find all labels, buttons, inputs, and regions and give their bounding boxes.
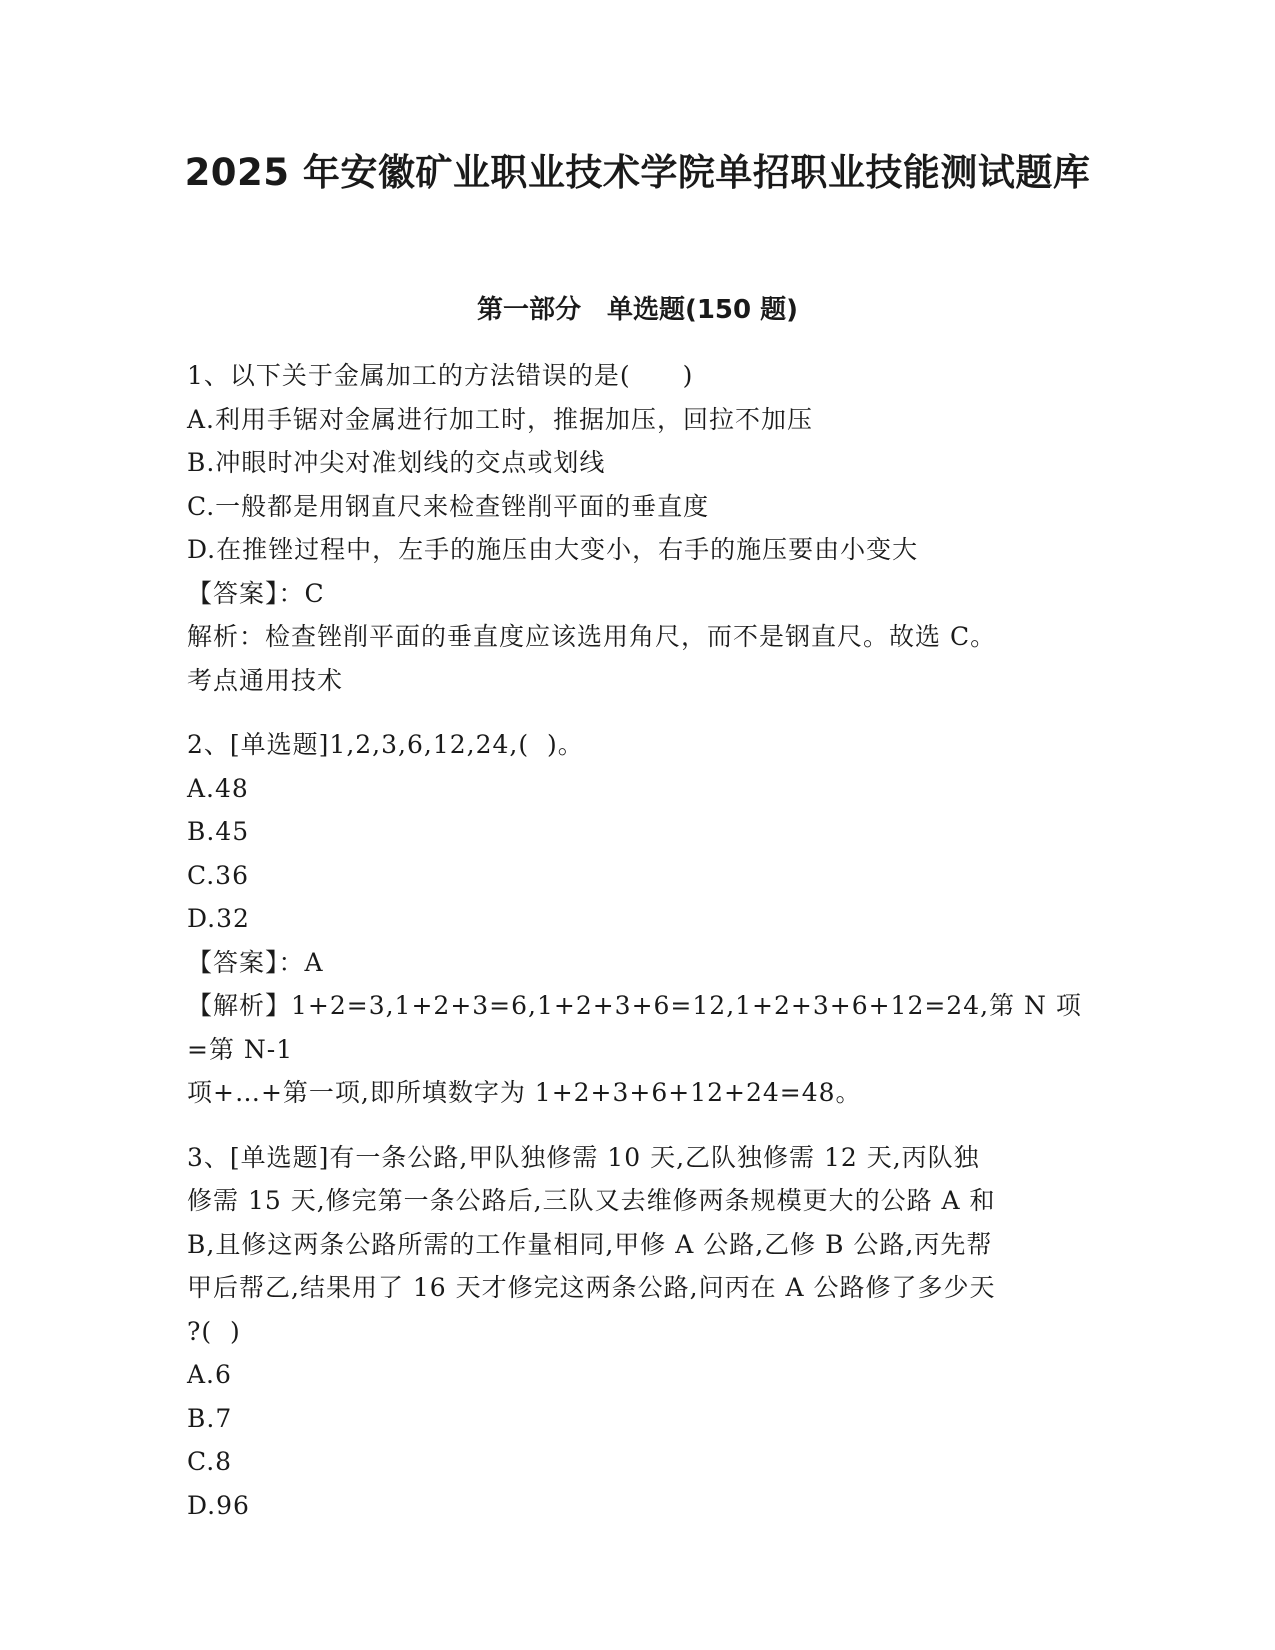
question-list	[187, 354, 1087, 1527]
question-3-stem-line-4: 甲后帮乙,结果用了 16 天才修完这两条公路,问丙在 A 公路修了多少天	[187, 1273, 996, 1302]
question-2-option-b: B.45	[187, 817, 250, 846]
page-title: 2025 年安徽矿业职业技术学院单招职业技能测试题库	[184, 151, 1091, 194]
question-2-explanation-line-1: 【解析】1+2=3,1+2+3=6,1+2+3+6=12,1+2+3+6+12=24,第 N 项=第 N-1	[187, 991, 1082, 1064]
question-2-option-d: D.32	[187, 904, 250, 933]
question-1-topic: 考点通用技术	[187, 665, 344, 695]
question-1-answer: 【答案】：C	[187, 578, 325, 608]
section-heading	[0, 292, 1275, 328]
question-1-option-c: C.一般都是用钢直尺来检查锉削平面的垂直度	[187, 491, 710, 521]
question-1-option-d: D.在推锉过程中，左手的施压由大变小，右手的施压要由小变大	[187, 535, 919, 564]
question-2-option-a: A.48	[187, 773, 249, 803]
question-2-stem: 2、[单选题]1,2,3,6,12,24,( )。	[187, 730, 584, 759]
question-1-explanation: 解析：检查锉削平面的垂直度应该选用角尺，而不是钢直尺。故选 C。	[187, 622, 997, 651]
question-3	[187, 1136, 1087, 1528]
section-part: 第一部分	[476, 295, 581, 325]
question-1-stem: 1、以下关于金属加工的方法错误的是( )	[187, 361, 694, 390]
question-1-option-b: B.冲眼时冲尖对准划线的交点或划线	[187, 448, 606, 477]
question-2	[187, 723, 1087, 1115]
question-1-option-a: A.利用手锯对金属进行加工时，推据加压，回拉不加压	[187, 404, 814, 434]
question-3-stem-line-1: 3、[单选题]有一条公路,甲队独修需 10 天,乙队独修需 12 天,丙队独	[187, 1142, 980, 1172]
question-3-option-a: A.6	[187, 1360, 232, 1389]
question-3-stem-line-3: B,且修这两条公路所需的工作量相同,甲修 A 公路,乙修 B 公路,丙先帮	[187, 1229, 993, 1259]
question-3-stem-line-5: ?( )	[187, 1316, 241, 1346]
question-3-option-d: D.96	[187, 1490, 250, 1520]
section-name: 单选题(150 题)	[606, 295, 799, 325]
question-2-explanation-line-2: 项+…+第一项,即所填数字为 1+2+3+6+12+24=48。	[187, 1078, 862, 1107]
question-2-option-c: C.36	[187, 860, 249, 890]
question-3-option-b: B.7	[187, 1403, 233, 1433]
question-3-option-c: C.8	[187, 1447, 233, 1476]
question-1	[187, 354, 1087, 702]
question-3-stem-line-2: 修需 15 天,修完第一条公路后,三队又去维修两条规模更大的公路 A 和	[187, 1186, 996, 1215]
question-2-answer: 【答案】：A	[187, 947, 324, 977]
